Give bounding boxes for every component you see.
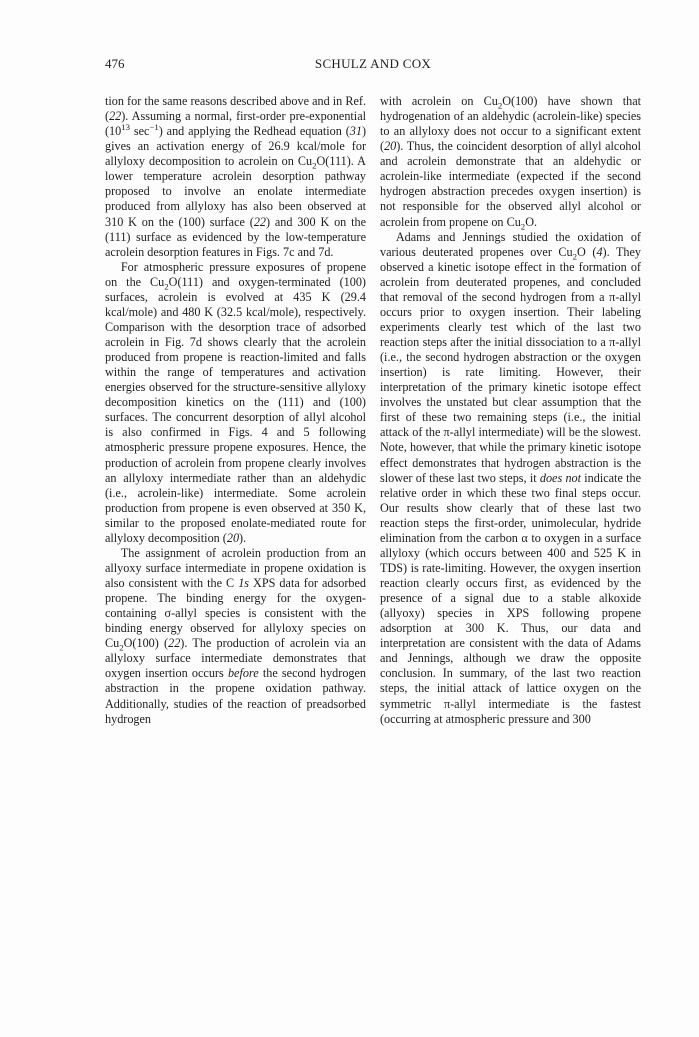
text-run: XPS data for adsorbed propene. The binding energy for the oxygen-containing σ-allyl species is consistent with the binding energy observed for allyloxy species on Cu <box>105 576 366 651</box>
text-run: O(111) and oxygen-terminated (100) surfaces, acrolein is evolved at 435 K (29.4 kcal/mole) and 480 K (32.5 kcal/mole), respectively. Comparison with the desorption trace of adsorbed acrolein in Fig. 7d shows clearly that the acrolein produced from propene is reaction-limited and falls within the range of temperatures and activation energies observed for the structure-sensitive allyloxy decomposition kinetics on the (111) and (100) surfaces. The concurrent desorption of allyl alcohol is also confirmed in Figs. 4 and 5 following atmospheric pressure propene exposures. Hence, the production of acrolein from propene clearly involves an allyloxy intermediate rather than an aldehydic (i.e., acrolein-like) intermediate. Some acrolein production from propene is even observed at 350 K, similar to the proposed enolate-mediated route for allyloxy decomposition ( <box>105 274 366 545</box>
running-title: SCHULZ AND COX <box>314 56 432 71</box>
text-run: the second hydrogen abstraction in the propene oxidation pathway. Additionally, studies of the reaction of preadsorbed hydrogen <box>105 666 367 726</box>
text-run: O(100) ( <box>123 636 169 651</box>
text-run: 22 <box>109 109 122 124</box>
text-run: 4 <box>596 244 603 259</box>
text-run: tion for the same reasons described above and in Ref. ( <box>105 94 366 124</box>
text-run: O(100) have shown that hydrogenation of an aldehydic (acrolein-like) species to an allyloxy does not occur to a significant extent ( <box>380 94 641 154</box>
text-run: For atmospheric pressure exposures of propene on the Cu <box>105 259 366 289</box>
page-number: 476 <box>105 56 125 71</box>
text-run: with acrolein on Cu <box>380 94 498 108</box>
text-run: 2 <box>572 251 578 262</box>
text-run: ) gives an activation energy of 26.9 kcal/mole for allyloxy decomposition to acrolein on Cu <box>105 124 367 169</box>
text-run: O. <box>525 214 538 229</box>
paragraph <box>105 260 366 546</box>
text-run: 2 <box>312 160 317 171</box>
right-text-column <box>380 94 641 727</box>
text-run: 2 <box>164 281 169 292</box>
text-run: ) and 300 K on the (111) surface as evidenced by the low-temperature acrolein desorption features in Figs. 7c and 7d. <box>105 214 366 259</box>
paragraph <box>380 230 641 727</box>
text-run: 13 <box>121 122 131 133</box>
text-run: 2 <box>520 220 526 231</box>
text-run: Adams and Jennings studied the oxidation of various deuterated propenes over Cu <box>380 229 641 259</box>
text-run: ). Thus, the coincident desorption of allyl alcohol and acrolein demonstrate that an aldehydic or acrolein-like intermediate (expected if the second hydrogen abstraction precedes oxygen insertion) is not responsible for the observed allyl alcohol or acrolein from propene on Cu <box>380 139 641 229</box>
text-run: does not <box>539 470 582 485</box>
text-run: ) and applying the Redhead equation ( <box>158 124 350 139</box>
text-run: ). Assuming a normal, first-order pre-exponential (10 <box>105 109 366 139</box>
text-run: indicate the relative order in which these two final steps occur. Our results show clearly that of these last two reaction steps the first-order, unimolecular, hydride elimination from the carbon α to oxygen in a surface allyloxy (which occurs between 400 and 525 K in TDS) is rate-limiting. However, the oxygen insertion reaction clearly occurs first, as evidenced by the presence of a signal due to a stable alkoxide (allyoxy) species in XPS following propene adsorption at 300 K. Thus, our data and interpretation are consistent with the data of Adams and Jennings, although we draw the opposite conclusion. In summary, of the last two reaction steps, the initial attack of lattice oxygen on the symmetric π-allyl intermediate is the fastest (occurring at atmospheric pressure and 300 <box>380 470 641 726</box>
text-run: O ( <box>577 244 597 259</box>
text-run: 2 <box>497 100 503 111</box>
text-run: −1 <box>149 122 159 133</box>
text-run: before <box>227 666 259 681</box>
text-run: O(111). A lower temperature acrolein desorption pathway proposed to involve an enolate intermediate produced from allyloxy has also been observed at 310 K on the (100) surface ( <box>105 154 366 229</box>
page-header <box>105 56 641 76</box>
text-run: ). They observed a kinetic isotope effect in the formation of acrolein from deuterated propenes, and concluded that removal of the second hydrogen from a π-allyl occurs prior to oxygen insertion. Their labeling experiments clearly test which of the last two reaction steps after the initial dissociation to a π-allyl (i.e., the second hydrogen abstraction or the oxygen insertion) is rate limiting. However, their interpretation of the primary kinetic isotope effect involves the unstated but clear assumption that the first of these two remaining steps (i.e., the initial attack of the π-allyl intermediate) will be the slowest. Note, however, that while the primary kinetic isotope effect demonstrates that hydrogen abstraction is the slower of these last two steps, it <box>380 244 641 485</box>
paragraph <box>380 94 641 230</box>
text-run: 20 <box>384 139 397 154</box>
text-run: 1s <box>238 576 250 590</box>
text-run: 31 <box>349 124 362 139</box>
text-run: 20 <box>226 530 240 545</box>
text-run: ). <box>239 530 247 545</box>
left-text-column <box>105 94 366 727</box>
text-run: 22 <box>253 214 266 229</box>
paragraph <box>105 94 366 260</box>
text-run: sec <box>130 124 150 139</box>
text-run: 22 <box>168 636 181 651</box>
text-run: The assignment of acrolein production from an allyoxy surface intermediate in propene oxidation is also consistent with the C <box>105 545 366 590</box>
text-run: 2 <box>119 642 124 653</box>
text-run: ). The production of acrolein via an allyloxy surface intermediate demonstrates that oxygen insertion occurs <box>105 636 366 681</box>
paragraph <box>105 546 366 727</box>
